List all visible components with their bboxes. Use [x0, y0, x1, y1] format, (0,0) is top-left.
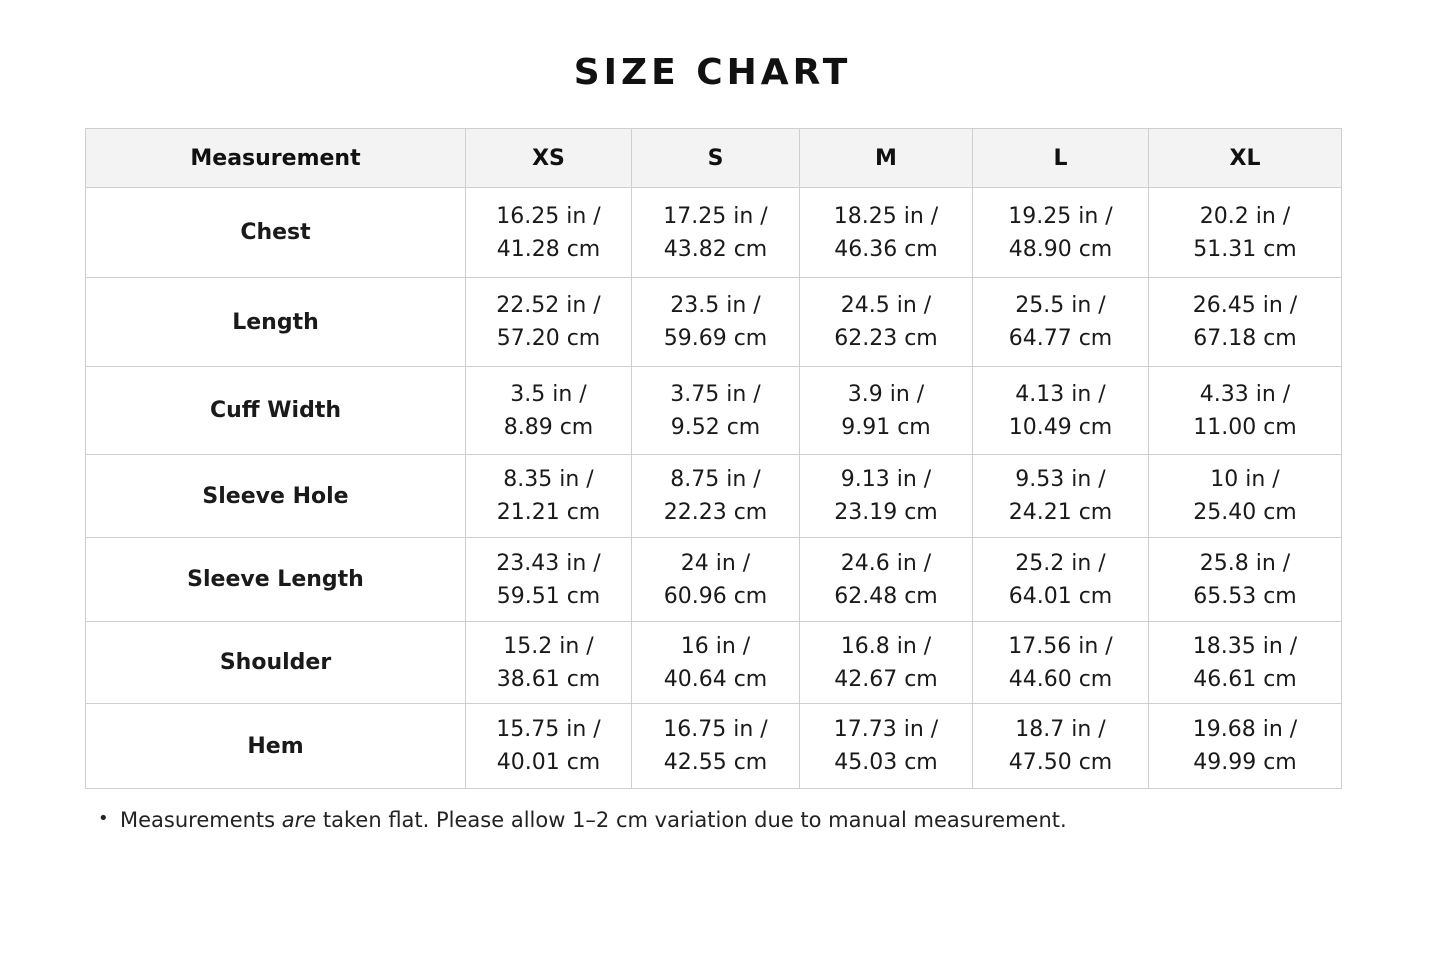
cell-xl — [1149, 455, 1342, 538]
value-centimeters: 42.55 cm — [663, 750, 768, 775]
value-inches: 16.25 in / — [496, 203, 601, 229]
value-centimeters: 51.31 cm — [1193, 236, 1297, 262]
cell-l — [973, 622, 1149, 704]
cell-s — [632, 538, 800, 622]
value-inches: 25.5 in / — [1015, 293, 1106, 318]
table-row — [86, 538, 1342, 622]
value-centimeters: 60.96 cm — [663, 583, 768, 609]
note-text-after: taken flat. Please allow 1–2 cm variation due to manual measurement. — [316, 808, 1067, 832]
cell-xs — [466, 367, 632, 455]
column-header-measurement: Measurement — [86, 129, 466, 188]
value-inches: 20.2 in / — [1199, 203, 1291, 229]
value-centimeters: 45.03 cm — [834, 750, 938, 775]
cell-m — [800, 455, 973, 538]
cell-m — [800, 188, 973, 278]
column-header-m: M — [800, 129, 973, 188]
value-inches: 24.6 in / — [840, 550, 932, 576]
value-inches: 19.68 in / — [1192, 717, 1298, 742]
value-inches: 9.53 in / — [1015, 467, 1106, 492]
value-inches: 4.13 in / — [1015, 381, 1106, 407]
row-label: Length — [86, 278, 466, 367]
row-label: Cuff Width — [86, 367, 466, 455]
cell-xl — [1149, 278, 1342, 367]
cell-xs — [466, 278, 632, 367]
column-header-l: L — [973, 129, 1149, 188]
value-inches: 10 in / — [1210, 467, 1280, 492]
value-inches: 3.75 in / — [670, 381, 761, 407]
value-inches: 16.75 in / — [663, 717, 768, 742]
value-centimeters: 25.40 cm — [1193, 500, 1297, 525]
cell-s — [632, 455, 800, 538]
column-header-xs: XS — [466, 129, 632, 188]
size-chart-table — [85, 128, 1342, 789]
value-centimeters: 65.53 cm — [1193, 583, 1297, 609]
value-centimeters: 9.52 cm — [670, 414, 761, 440]
table-body — [86, 188, 1342, 789]
value-centimeters: 62.23 cm — [834, 326, 938, 351]
note-text-before: Measurements — [120, 808, 282, 832]
cell-xs — [466, 188, 632, 278]
table-row — [86, 455, 1342, 538]
value-centimeters: 42.67 cm — [834, 666, 938, 692]
cell-l — [973, 367, 1149, 455]
cell-xl — [1149, 622, 1342, 704]
cell-m — [800, 278, 973, 367]
value-centimeters: 64.01 cm — [1008, 583, 1113, 609]
table-row — [86, 704, 1342, 789]
cell-s — [632, 367, 800, 455]
value-inches: 24 in / — [680, 550, 751, 576]
value-centimeters: 43.82 cm — [663, 236, 768, 262]
value-inches: 25.2 in / — [1015, 550, 1106, 576]
value-centimeters: 23.19 cm — [834, 500, 938, 525]
value-centimeters: 47.50 cm — [1008, 750, 1113, 775]
value-centimeters: 59.51 cm — [496, 583, 601, 609]
value-inches: 25.8 in / — [1199, 550, 1291, 576]
cell-s — [632, 704, 800, 789]
value-centimeters: 8.89 cm — [503, 414, 594, 440]
cell-s — [632, 622, 800, 704]
value-inches: 9.13 in / — [840, 467, 932, 492]
value-centimeters: 10.49 cm — [1008, 414, 1113, 440]
value-inches: 23.43 in / — [496, 550, 601, 576]
table-row — [86, 278, 1342, 367]
notes-list — [98, 808, 1067, 832]
value-centimeters: 9.91 cm — [841, 414, 931, 440]
bullet-icon: • — [98, 808, 109, 829]
cell-xl — [1149, 367, 1342, 455]
table-row — [86, 367, 1342, 455]
value-centimeters: 40.64 cm — [663, 666, 768, 692]
value-inches: 18.25 in / — [833, 203, 939, 229]
value-inches: 26.45 in / — [1192, 293, 1298, 318]
page-title: SIZE CHART — [573, 52, 852, 93]
row-label: Hem — [86, 704, 466, 789]
value-inches: 24.5 in / — [840, 293, 932, 318]
value-centimeters: 64.77 cm — [1008, 326, 1113, 351]
table-row — [86, 188, 1342, 278]
value-centimeters: 41.28 cm — [496, 236, 601, 262]
cell-xl — [1149, 704, 1342, 789]
value-inches: 16 in / — [680, 633, 751, 659]
value-centimeters: 21.21 cm — [496, 500, 601, 525]
cell-s — [632, 188, 800, 278]
value-inches: 15.2 in / — [503, 633, 594, 659]
value-centimeters: 57.20 cm — [496, 326, 601, 351]
cell-m — [800, 704, 973, 789]
value-inches: 17.25 in / — [663, 203, 768, 229]
value-inches: 4.33 in / — [1199, 381, 1291, 407]
cell-xs — [466, 704, 632, 789]
cell-l — [973, 704, 1149, 789]
cell-m — [800, 538, 973, 622]
value-centimeters: 67.18 cm — [1193, 326, 1297, 351]
value-inches: 18.35 in / — [1192, 633, 1298, 659]
value-centimeters: 49.99 cm — [1193, 750, 1297, 775]
note-text-emphasis: are — [281, 808, 317, 832]
value-inches: 19.25 in / — [1008, 203, 1113, 229]
value-centimeters: 62.48 cm — [834, 583, 938, 609]
cell-xl — [1149, 188, 1342, 278]
value-centimeters: 44.60 cm — [1008, 666, 1113, 692]
value-centimeters: 59.69 cm — [663, 326, 768, 351]
cell-l — [973, 455, 1149, 538]
column-header-xl: XL — [1149, 129, 1342, 188]
value-inches: 3.9 in / — [847, 381, 925, 407]
value-centimeters: 38.61 cm — [496, 666, 601, 692]
cell-xl — [1149, 538, 1342, 622]
value-inches: 23.5 in / — [670, 293, 761, 318]
value-centimeters: 22.23 cm — [663, 500, 768, 525]
cell-xs — [466, 622, 632, 704]
row-label: Sleeve Length — [86, 538, 466, 622]
value-inches: 3.5 in / — [510, 381, 587, 407]
value-centimeters: 46.61 cm — [1193, 666, 1297, 692]
table-header-row — [86, 129, 1342, 188]
row-label: Chest — [86, 188, 466, 278]
value-inches: 17.56 in / — [1008, 633, 1113, 659]
value-centimeters: 24.21 cm — [1008, 500, 1113, 525]
cell-s — [632, 278, 800, 367]
cell-m — [800, 367, 973, 455]
row-label: Sleeve Hole — [86, 455, 466, 538]
cell-l — [973, 278, 1149, 367]
value-centimeters: 48.90 cm — [1008, 236, 1113, 262]
value-inches: 15.75 in / — [496, 717, 601, 742]
column-header-s: S — [632, 129, 800, 188]
cell-m — [800, 622, 973, 704]
value-inches: 8.75 in / — [670, 467, 761, 492]
value-inches: 17.73 in / — [833, 717, 939, 742]
note-item — [98, 808, 1067, 832]
value-inches: 8.35 in / — [503, 467, 594, 492]
cell-l — [973, 188, 1149, 278]
cell-l — [973, 538, 1149, 622]
value-inches: 18.7 in / — [1015, 717, 1106, 742]
cell-xs — [466, 538, 632, 622]
value-centimeters: 46.36 cm — [834, 236, 938, 262]
value-centimeters: 11.00 cm — [1193, 414, 1297, 440]
cell-xs — [466, 455, 632, 538]
table-row — [86, 622, 1342, 704]
row-label: Shoulder — [86, 622, 466, 704]
value-inches: 16.8 in / — [840, 633, 932, 659]
value-centimeters: 40.01 cm — [496, 750, 601, 775]
value-inches: 22.52 in / — [496, 293, 601, 318]
